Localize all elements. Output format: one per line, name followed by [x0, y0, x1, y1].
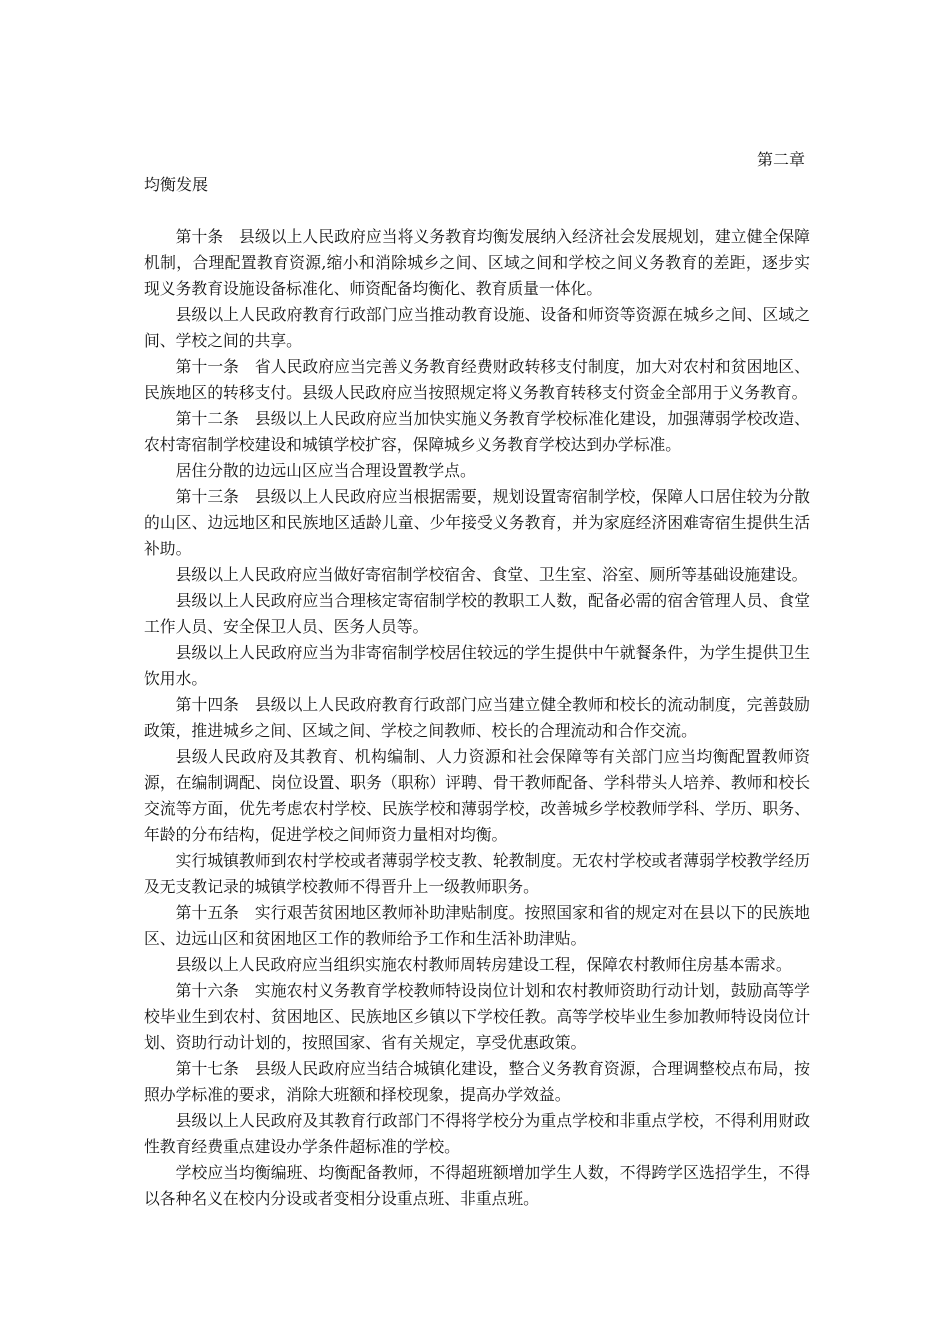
- paragraph-text: 县级以上人民政府应当为非寄宿制学校居住较远的学生提供中午就餐条件，为学生提供卫生饮用水。: [144, 643, 810, 688]
- article-number: 第十二条: [175, 409, 240, 428]
- paragraph: [144, 458, 810, 484]
- paragraph: [144, 692, 810, 744]
- paragraph-text: 县级人民政府应当结合城镇化建设，整合义务教育资源，合理调整校点布局，按照办学标准的要求，消除大班额和择校现象，提高办学效益。: [144, 1059, 810, 1104]
- article-number: 第十七条: [175, 1059, 240, 1078]
- article-number: 第十五条: [175, 903, 240, 922]
- paragraph: [144, 1160, 810, 1212]
- paragraph: [144, 1056, 810, 1108]
- paragraph: [144, 900, 810, 952]
- paragraph: [144, 640, 810, 692]
- paragraph-text: 县级以上人民政府应当组织实施农村教师周转房建设工程，保障农村教师住房基本需求。: [175, 955, 792, 974]
- chapter-number: 第二章: [756, 150, 805, 169]
- paragraph-text: 学校应当均衡编班、均衡配备教师，不得超班额增加学生人数，不得跨学区选招学生，不得以各种名义在校内分设或者变相分设重点班、非重点班。: [144, 1163, 810, 1208]
- paragraph: [144, 484, 810, 562]
- paragraph-text: 实行城镇教师到农村学校或者薄弱学校支教、轮教制度。无农村学校或者薄弱学校教学经历及无支教记录的城镇学校教师不得晋升上一级教师职务。: [144, 851, 810, 896]
- paragraph-text: 县级以上人民政府应当合理核定寄宿制学校的教职工人数，配备必需的宿舍管理人员、食堂工作人员、安全保卫人员、医务人员等。: [144, 591, 810, 636]
- article-number: 第十一条: [175, 357, 240, 376]
- paragraph: [144, 1108, 810, 1160]
- paragraph-text: 县级以上人民政府教育行政部门应当建立健全教师和校长的流动制度，完善鼓励政策，推进城乡之间、区域之间、学校之间教师、校长的合理流动和合作交流。: [144, 695, 810, 740]
- paragraph-text: 居住分散的边远山区应当合理设置教学点。: [175, 461, 476, 480]
- paragraph-text: 县级以上人民政府教育行政部门应当推动教育设施、设备和师资等资源在城乡之间、区域之间、学校之间的共享。: [144, 305, 810, 350]
- article-number: 第十四条: [175, 695, 240, 714]
- paragraph-text: 实施农村义务教育学校教师特设岗位计划和农村教师资助行动计划，鼓励高等学校毕业生到农村、贫困地区、民族地区乡镇以下学校任教。高等学校毕业生参加教师特设岗位计划、资助行动计划的，按照国家、省有关规定，享受优惠政策。: [144, 981, 810, 1052]
- paragraph: [144, 744, 810, 848]
- article-number: 第十条: [175, 227, 224, 246]
- paragraph-text: 县级以上人民政府及其教育行政部门不得将学校分为重点学校和非重点学校，不得利用财政性教育经费重点建设办学条件超标准的学校。: [144, 1111, 810, 1156]
- paragraph-text: 县级以上人民政府应当做好寄宿制学校宿舍、食堂、卫生室、浴室、厕所等基础设施建设。: [175, 565, 808, 584]
- paragraph-text: 实行艰苦贫困地区教师补助津贴制度。按照国家和省的规定对在县以下的民族地区、边远山区和贫困地区工作的教师给予工作和生活补助津贴。: [144, 903, 810, 948]
- paragraph: [144, 848, 810, 900]
- paragraph-text: 省人民政府应当完善义务教育经费财政转移支付制度，加大对农村和贫困地区、民族地区的转移支付。县级人民政府应当按照规定将义务教育转移支付资金全部用于义务教育。: [144, 357, 810, 402]
- chapter-title: 均衡发展: [144, 175, 209, 194]
- paragraph: [144, 562, 810, 588]
- article-number: 第十三条: [175, 487, 240, 506]
- paragraph-text: 县级人民政府及其教育、机构编制、人力资源和社会保障等有关部门应当均衡配置教师资源，在编制调配、岗位设置、职务（职称）评聘、骨干教师配备、学科带头人培养、教师和校长交流等方面，优先考虑农村学校、民族学校和薄弱学校，改善城乡学校教师学科、学历、职务、年龄的分布结构，促进学校之间师资力量相对均衡。: [144, 747, 810, 844]
- document-body: [144, 224, 810, 1212]
- paragraph: [144, 354, 810, 406]
- paragraph-text: 县级以上人民政府应当加快实施义务教育学校标准化建设，加强薄弱学校改造、农村寄宿制学校建设和城镇学校扩容，保障城乡义务教育学校达到办学标准。: [144, 409, 810, 454]
- paragraph: [144, 978, 810, 1056]
- paragraph-text: 县级以上人民政府应当根据需要，规划设置寄宿制学校，保障人口居住较为分散的山区、边远地区和民族地区适龄儿童、少年接受义务教育，并为家庭经济困难寄宿生提供生活补助。: [144, 487, 810, 558]
- paragraph: [144, 588, 810, 640]
- paragraph: [144, 302, 810, 354]
- paragraph: [144, 952, 810, 978]
- paragraph: [144, 224, 810, 302]
- paragraph-text: 县级以上人民政府应当将义务教育均衡发展纳入经济社会发展规划，建立健全保障机制，合理配置教育资源,缩小和消除城乡之间、区域之间和学校之间义务教育的差距，逐步实现义务教育设施设备标准化、师资配备均衡化、教育质量一体化。: [144, 227, 810, 298]
- article-number: 第十六条: [175, 981, 240, 1000]
- paragraph: [144, 406, 810, 458]
